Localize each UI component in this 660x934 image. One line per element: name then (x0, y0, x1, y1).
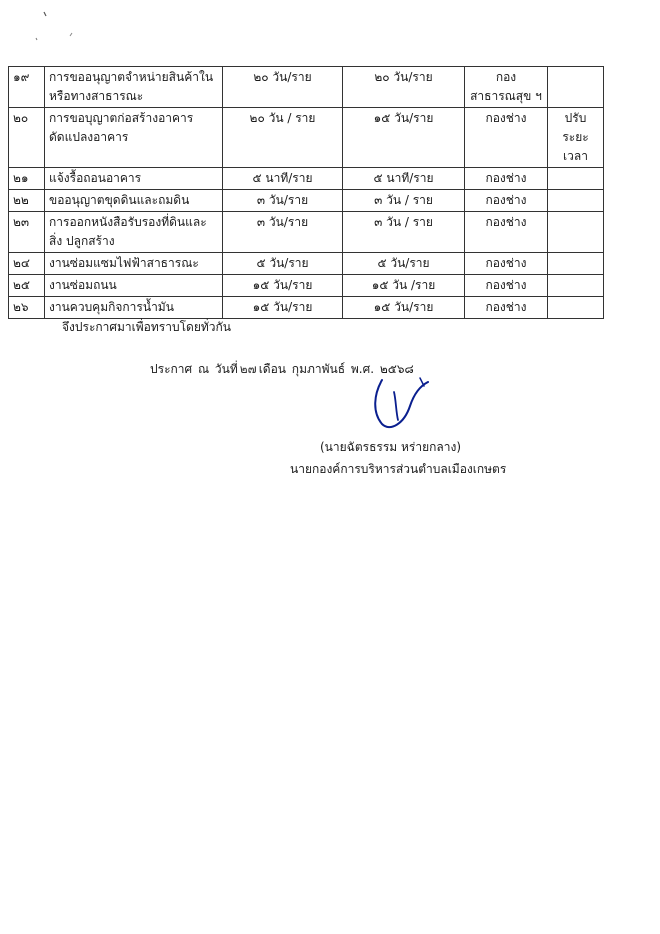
service-table-body (9, 67, 604, 319)
responsible-office: กองช่าง (465, 168, 548, 190)
row-number: ๒๔ (9, 253, 45, 275)
row-note (548, 212, 604, 253)
service-name: ขออนุญาตขุดดินและถมดิน (45, 190, 223, 212)
responsible-office: กองช่าง (465, 212, 548, 253)
standard-duration: ๑๕ วัน/ราย (223, 297, 343, 319)
service-name: แจ้งรื้อถอนอาคาร (45, 168, 223, 190)
table-row (9, 108, 604, 168)
row-number: ๑๙ (9, 67, 45, 108)
actual-duration: ๓ วัน / ราย (343, 212, 465, 253)
row-number: ๒๑ (9, 168, 45, 190)
actual-duration: ๒๐ วัน/ราย (343, 67, 465, 108)
standard-duration: ๒๐ วัน/ราย (223, 67, 343, 108)
row-note (548, 168, 604, 190)
table-row (9, 297, 604, 319)
actual-duration: ๕ วัน/ราย (343, 253, 465, 275)
row-number: ๒๖ (9, 297, 45, 319)
standard-duration: ๕ วัน/ราย (223, 253, 343, 275)
announce-day: ๒๗ (239, 362, 257, 376)
table-row (9, 168, 604, 190)
actual-duration: ๑๕ วัน/ราย (343, 297, 465, 319)
table-row (9, 190, 604, 212)
responsible-office: กองช่าง (465, 190, 548, 212)
service-name: การขออนุญาตจำหน่ายสินค้าใน หรือทางสาธารณะ (45, 67, 223, 108)
row-note (548, 297, 604, 319)
table-row (9, 275, 604, 297)
table-row (9, 67, 604, 108)
signer-title: นายกองค์การบริหารส่วนตำบลเมืองเกษตร (290, 462, 507, 476)
handwritten-signature (360, 372, 450, 436)
row-note (548, 190, 604, 212)
table-row (9, 212, 604, 253)
actual-duration: ๓ วัน / ราย (343, 190, 465, 212)
row-number: ๒๐ (9, 108, 45, 168)
actual-duration: ๑๕ วัน /ราย (343, 275, 465, 297)
announce-year: ๒๕๖๘ (379, 362, 414, 376)
actual-duration: ๑๕ วัน/ราย (343, 108, 465, 168)
actual-duration: ๕ นาที/ราย (343, 168, 465, 190)
row-note (548, 275, 604, 297)
row-note (548, 67, 604, 108)
row-number: ๒๓ (9, 212, 45, 253)
responsible-office: กองช่าง (465, 108, 548, 168)
service-name: การออกหนังสือรับรองที่ดินและสิ่ง ปลูกสร้าง (45, 212, 223, 253)
row-number: ๒๒ (9, 190, 45, 212)
service-name: งานควบคุมกิจการน้ำมัน (45, 297, 223, 319)
row-number: ๒๕ (9, 275, 45, 297)
standard-duration: ๒๐ วัน / ราย (223, 108, 343, 168)
standard-duration: ๑๕ วัน/ราย (223, 275, 343, 297)
row-note: ปรับ ระยะเวลา (548, 108, 604, 168)
announce-month: เดือน กุมภาพันธ์ พ.ศ. (258, 362, 375, 376)
responsible-office: กองช่าง (465, 297, 548, 319)
signer-name: (นายฉัตรธรรม หร่ายกลาง) (320, 440, 462, 454)
responsible-office: กองสาธารณสุข ฯ (465, 67, 548, 108)
standard-duration: ๓ วัน/ราย (223, 190, 343, 212)
service-table (8, 66, 604, 319)
standard-duration: ๕ นาที/ราย (223, 168, 343, 190)
table-row (9, 253, 604, 275)
responsible-office: กองช่าง (465, 275, 548, 297)
service-name: การขอบุญาตก่อสร้างอาคาร ดัดแปลงอาคาร (45, 108, 223, 168)
row-note (548, 253, 604, 275)
closing-statement: จึงประกาศมาเพื่อทราบโดยทั่วกัน (62, 320, 231, 334)
standard-duration: ๓ วัน/ราย (223, 212, 343, 253)
service-name: งานซ่อมถนน (45, 275, 223, 297)
scan-speck-marks (30, 8, 80, 48)
service-name: งานซ่อมแซมไฟฟ้าสาธารณะ (45, 253, 223, 275)
announce-prefix: ประกาศ ณ วันที่ (150, 362, 238, 376)
responsible-office: กองช่าง (465, 253, 548, 275)
